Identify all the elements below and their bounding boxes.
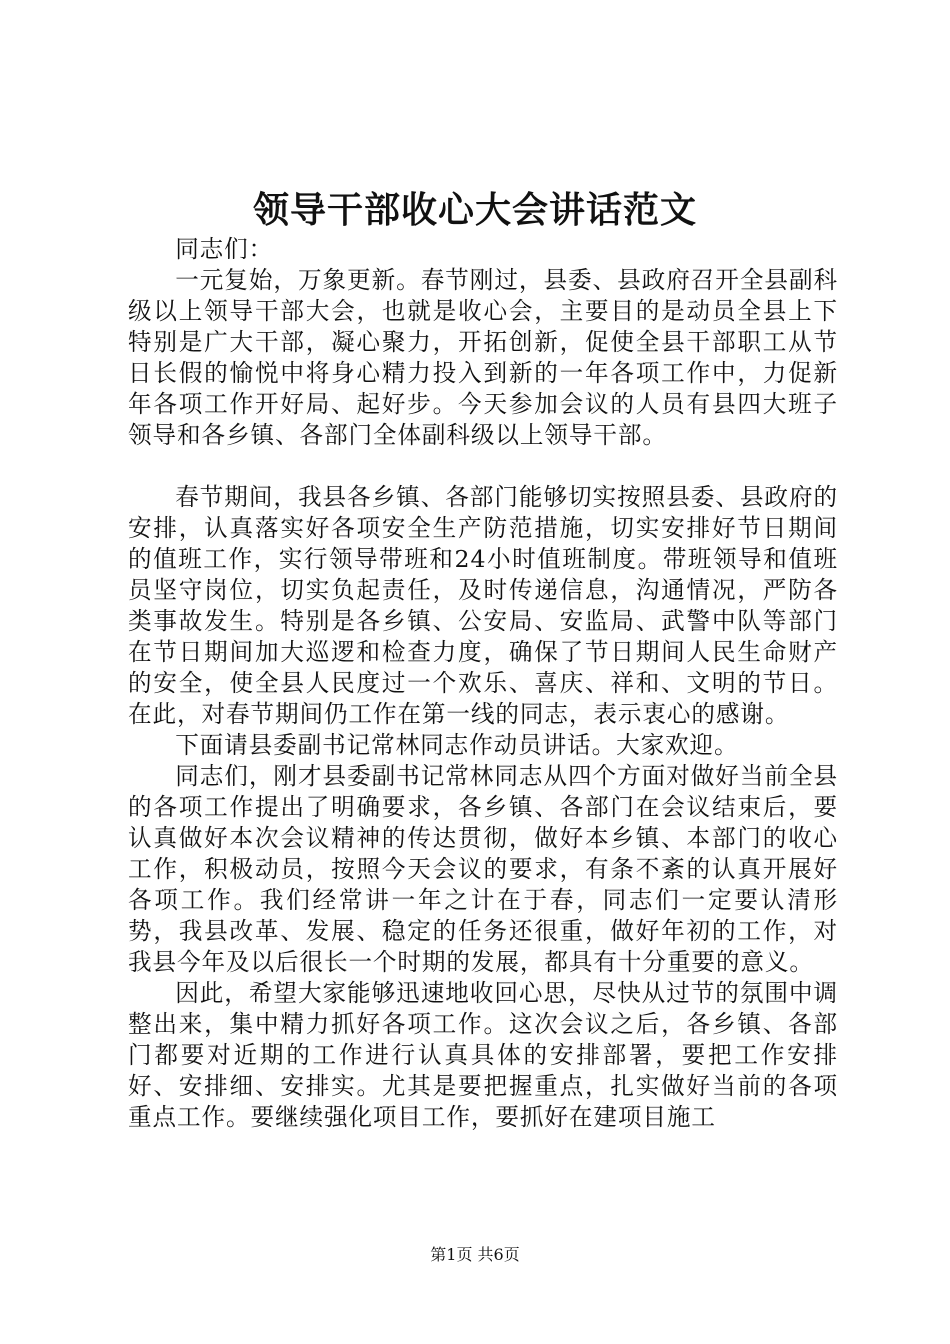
- paragraph-opening: 一元复始，万象更新。春节刚过，县委、县政府召开全县副科级以上领导干部大会，也就是收心会，主要目的是动员全县上下特别是广大干部，凝心聚力，开拓创新，促使全县干部职工从节日长假的愉悦中将身心精力投入到新的一年各项工作中，力促新年各项工作开好局、起好步。今天参加会议的人员有县四大班子领导和各乡镇、各部门全体副科级以上领导干部。: [128, 266, 838, 449]
- paragraph-work-focus: 因此，希望大家能够迅速地收回心思，尽快从过节的氛围中调整出来，集中精力抓好各项工作。这次会议之后，各乡镇、各部门都要对近期的工作进行认真具体的安排部署，要把工作安排好、安排细、安排实。尤其是要把握重点，扎实做好当前的各项重点工作。要继续强化项目工作，要抓好在建项目施工: [128, 979, 838, 1131]
- paragraph-requirements: 同志们，刚才县委副书记常林同志从四个方面对做好当前全县的各项工作提出了明确要求，各乡镇、各部门在会议结束后，要认真做好本次会议精神的传达贯彻，做好本乡镇、本部门的收心工作，积极动员，按照今天会议的要求，有条不紊的认真开展好各项工作。我们经常讲一年之计在于春，同志们一定要认清形势，我县改革、发展、稳定的任务还很重，做好年初的工作，对我县今年及以后很长一个时期的发展，都具有十分重要的意义。: [128, 762, 838, 976]
- paragraph-holiday-review: 春节期间，我县各乡镇、各部门能够切实按照县委、县政府的安排，认真落实好各项安全生产防范措施，切实安排好节日期间的值班工作，实行领导带班和24小时值班制度。带班领导和值班员坚守岗位，切实负起责任，及时传递信息，沟通情况，严防各类事故发生。特别是各乡镇、公安局、安监局、武警中队等部门在节日期间加大巡逻和检查力度，确保了节日期间人民生命财产的安全，使全县人民度过一个欢乐、喜庆、祥和、文明的节日。在此，对春节期间仍工作在第一线的同志，表示衷心的感谢。: [128, 483, 838, 728]
- page-number-footer: 第1页 共6页: [430, 1245, 520, 1264]
- document-body: [128, 234, 838, 1133]
- document-title: 领导干部收心大会讲话范文: [252, 189, 697, 231]
- paragraph-spacer: [128, 451, 838, 482]
- paragraph-salutation: 同志们：: [175, 235, 274, 263]
- paragraph-speech-intro: 下面请县委副书记常林同志作动员讲话。大家欢迎。: [175, 731, 739, 759]
